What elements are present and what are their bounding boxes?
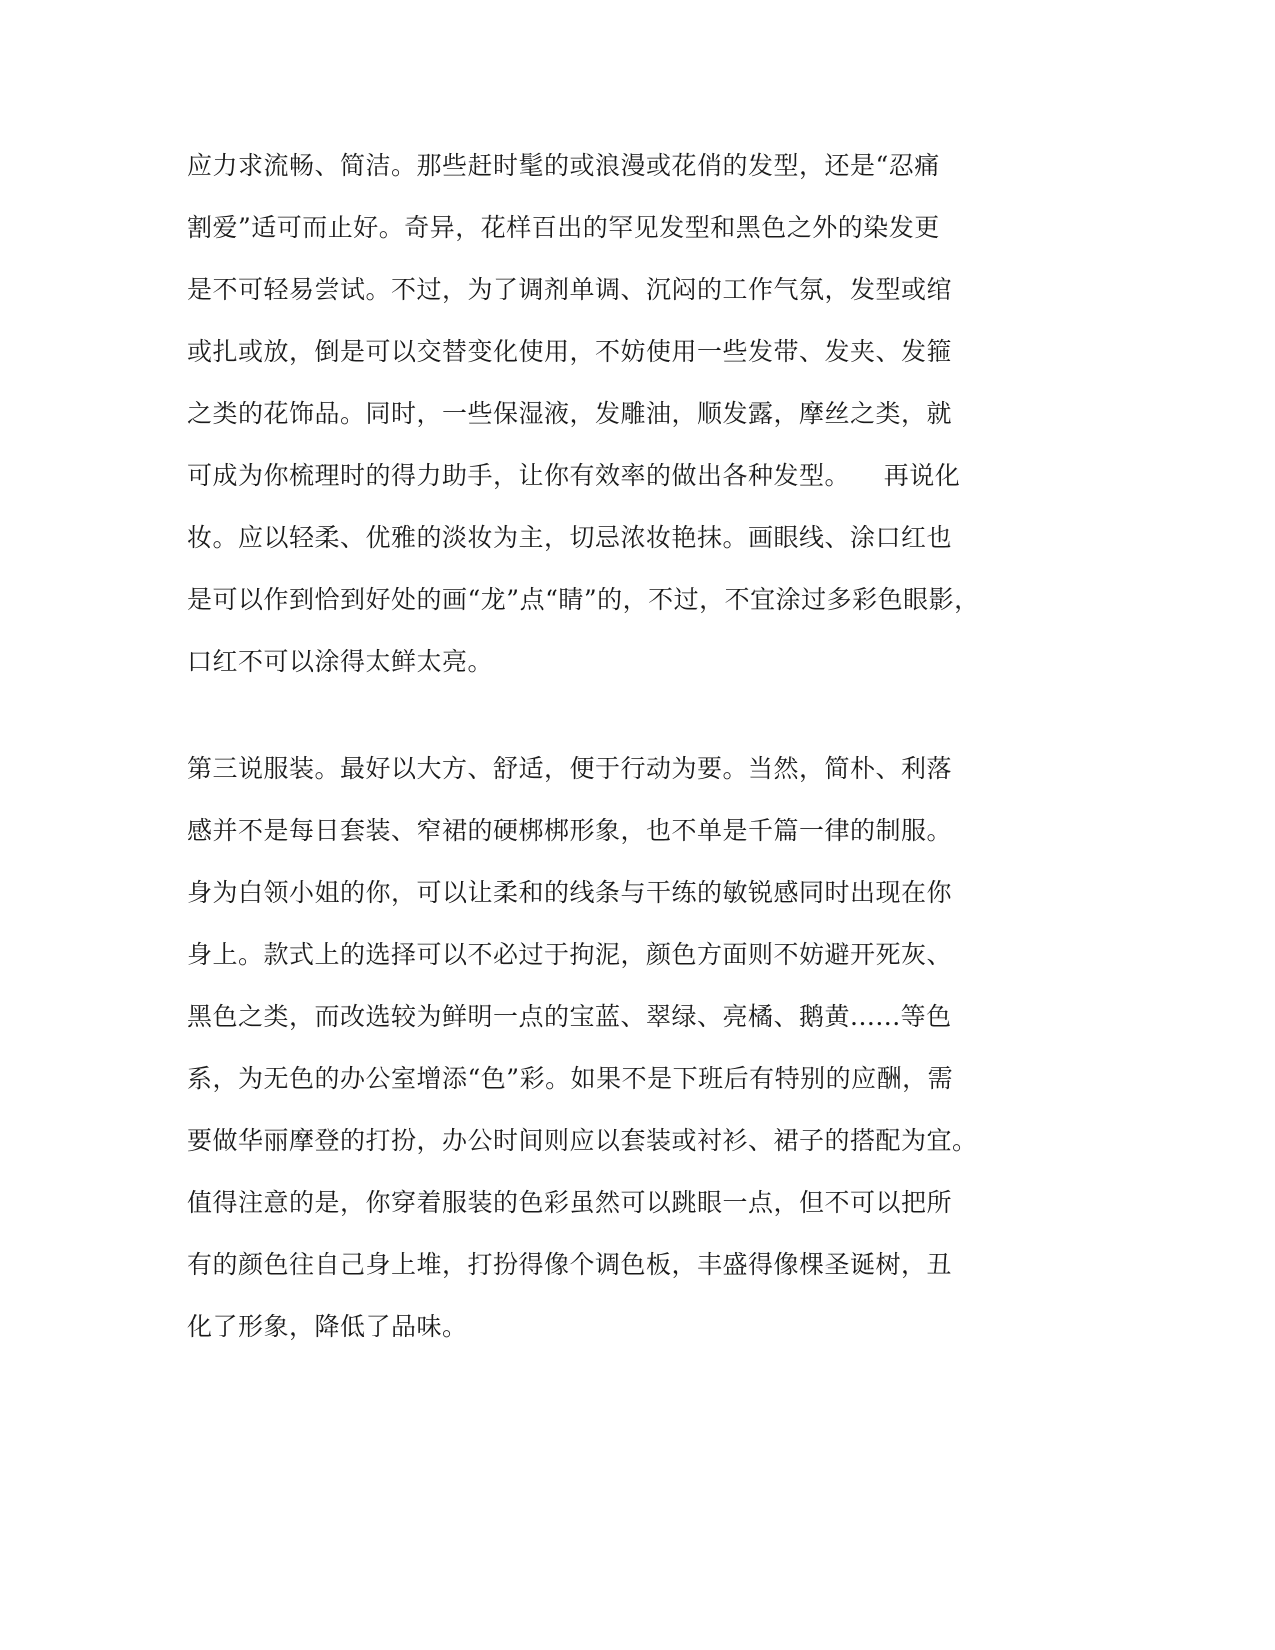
text-line: 妆。应以轻柔、优雅的淡妆为主，切忌浓妆艳抹。画眼线、涂口红也 [187,523,953,552]
paragraph-clothing [187,738,978,1358]
text-line: 第三说服装。最好以大方、舒适，便于行动为要。当然，简朴、利落 [187,754,953,783]
text-line: 是可以作到恰到好处的画“龙”点“睛”的，不过，不宜涂过多彩色眼影， [187,585,980,614]
text-line: 之类的花饰品。同时，一些保湿液，发雕油，顺发露，摩丝之类，就 [187,399,953,428]
text-line: 身为白领小姐的你，可以让柔和的线条与干练的敏锐感同时出现在你 [187,878,953,907]
text-line: 是不可轻易尝试。不过，为了调剂单调、沉闷的工作气氛，发型或绾 [187,275,953,304]
text-line: 要做华丽摩登的打扮，办公时间则应以套装或衬衫、裙子的搭配为宜。 [187,1126,978,1155]
text-line: 黑色之类，而改选较为鲜明一点的宝蓝、翠绿、亮橘、鹅黄......等色 [187,1002,952,1031]
text-line: 化了形象，降低了品味。 [187,1312,468,1341]
text-line: 割爱”适可而止好。奇异，花样百出的罕见发型和黑色之外的染发更 [187,213,940,242]
text-line: 感并不是每日套装、窄裙的硬梆梆形象，也不单是千篇一律的制服。 [187,816,953,845]
paragraph-hair-makeup [187,135,980,693]
text-line: 口红不可以涂得太鲜太亮。 [187,647,494,676]
text-line: 系，为无色的办公室增添“色”彩。如果不是下班后有特别的应酬，需 [187,1064,954,1093]
text-line: 可成为你梳理时的得力助手，让你有效率的做出各种发型。 再说化 [187,461,961,490]
text-line: 身上。款式上的选择可以不必过于拘泥，颜色方面则不妨避开死灰、 [187,940,953,969]
text-line: 有的颜色往自己身上堆，打扮得像个调色板，丰盛得像棵圣诞树，丑 [187,1250,953,1279]
text-line: 或扎或放，倒是可以交替变化使用，不妨使用一些发带、发夹、发箍 [187,337,953,366]
text-line: 应力求流畅、简洁。那些赶时髦的或浪漫或花俏的发型，还是“忍痛 [187,151,940,180]
text-line: 值得注意的是，你穿着服装的色彩虽然可以跳眼一点，但不可以把所 [187,1188,953,1217]
